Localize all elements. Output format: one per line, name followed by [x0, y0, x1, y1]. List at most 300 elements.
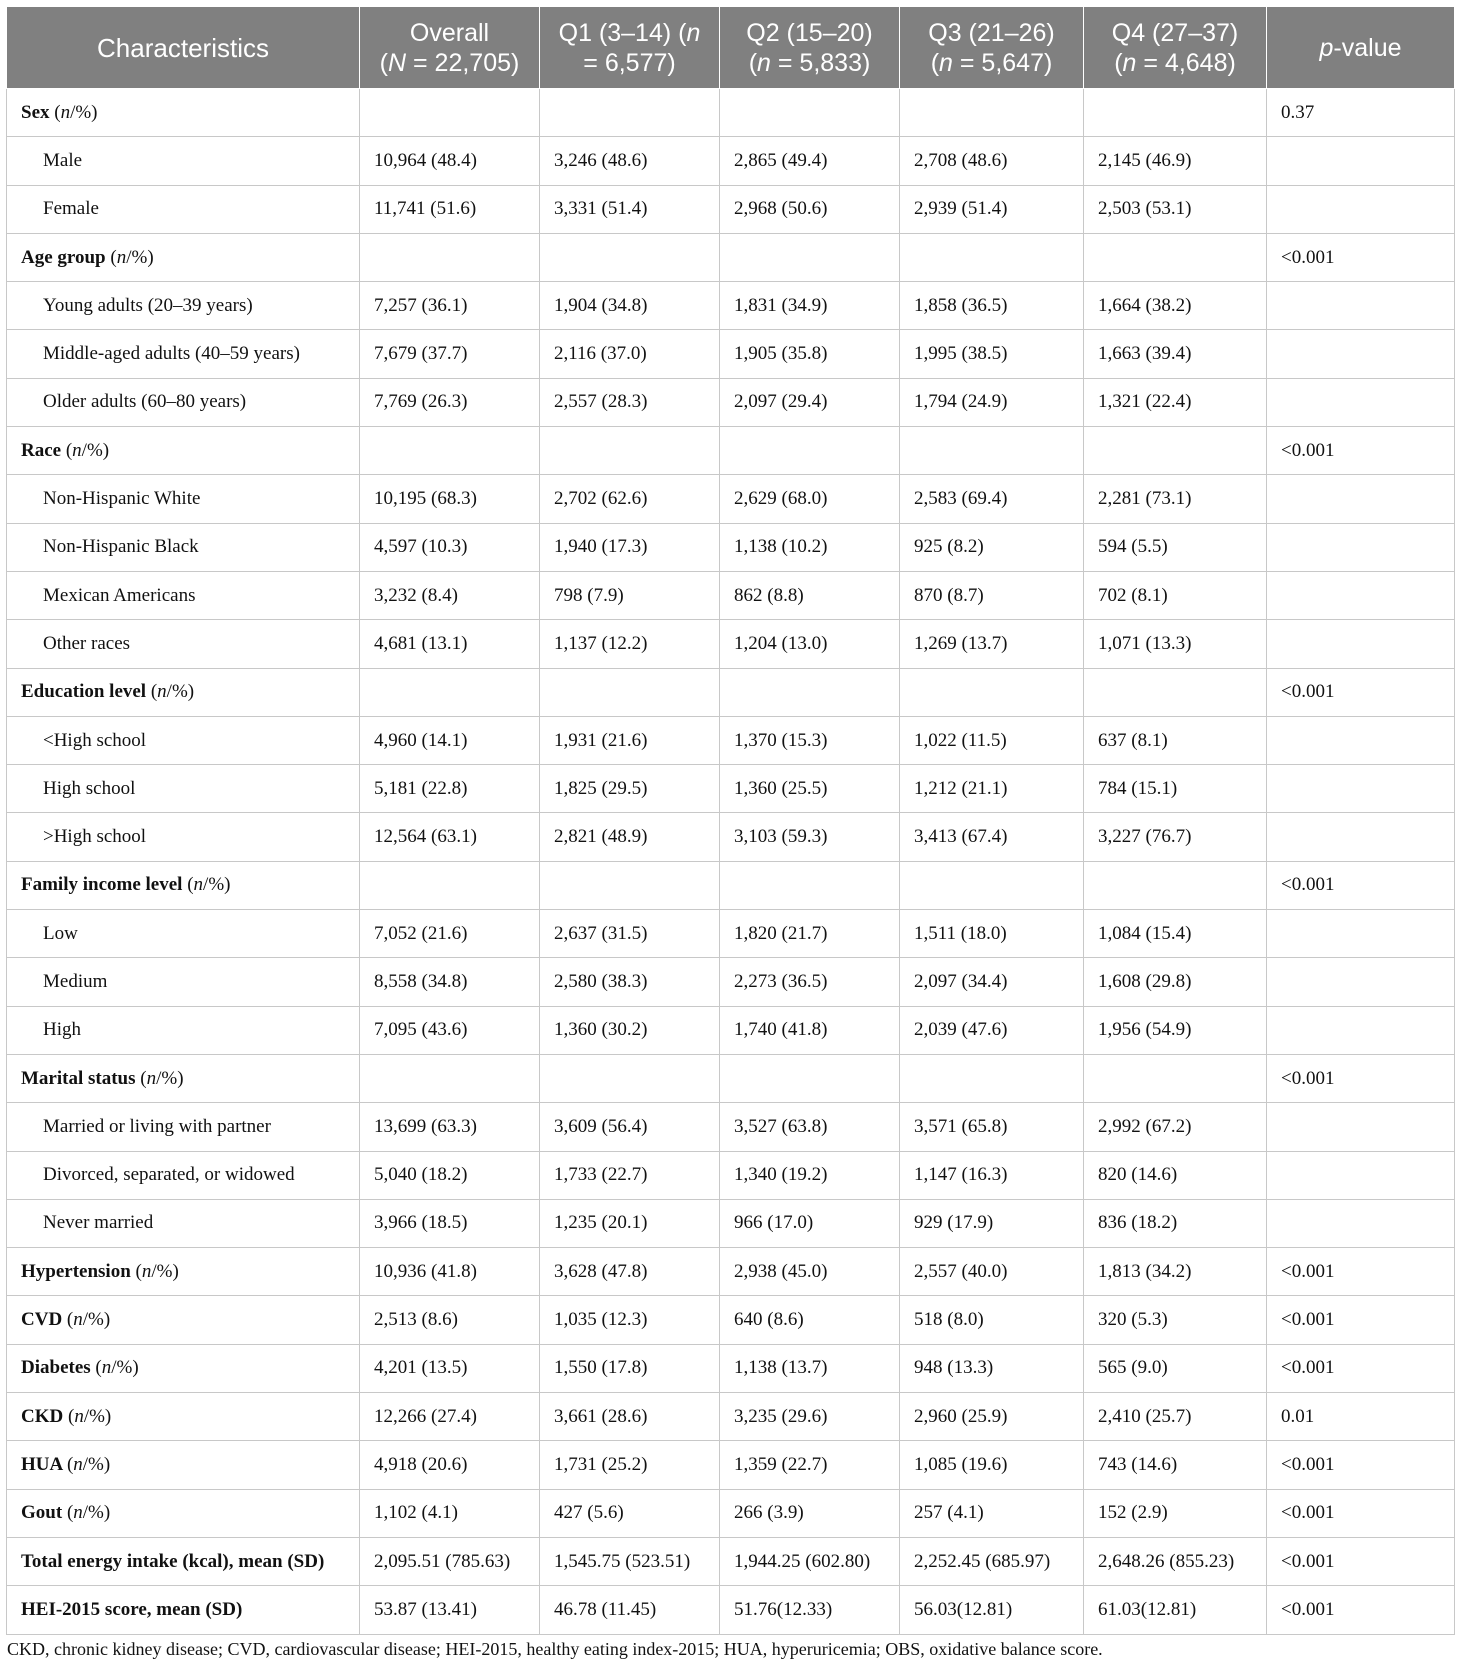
- table-row: [7, 282, 1455, 330]
- row-label-cell: [7, 523, 360, 571]
- value-cell: 1,212 (21.1): [900, 765, 1084, 813]
- table-row-group: [7, 1344, 1455, 1392]
- row-unit: (n/%): [66, 1502, 111, 1524]
- value-cell: 1,733 (22.7): [540, 1151, 720, 1199]
- value-cell: 3,661 (28.6): [540, 1393, 720, 1441]
- row-label-cell: [7, 571, 360, 619]
- value-cell: 1,545.75 (523.51): [540, 1537, 720, 1585]
- p-value-cell: <0.001: [1267, 427, 1455, 475]
- value-cell: 8,558 (34.8): [360, 958, 540, 1006]
- row-label-cell: [7, 1393, 360, 1441]
- row-label: Divorced, separated, or widowed: [43, 1164, 295, 1186]
- row-label: Diabetes: [21, 1357, 91, 1379]
- table-row: [7, 765, 1455, 813]
- value-cell: [720, 861, 900, 909]
- value-cell: 4,681 (13.1): [360, 620, 540, 668]
- table-row: [7, 1151, 1455, 1199]
- row-label: Education level: [21, 681, 147, 703]
- row-label-cell: [7, 1586, 360, 1634]
- header-row: [7, 7, 1455, 89]
- value-cell: 10,195 (68.3): [360, 475, 540, 523]
- table-row-group: [7, 427, 1455, 475]
- value-cell: 1,663 (39.4): [1084, 330, 1267, 378]
- value-cell: 3,103 (59.3): [720, 813, 900, 861]
- value-cell: 1,608 (29.8): [1084, 958, 1267, 1006]
- value-cell: [360, 861, 540, 909]
- p-value-cell: [1267, 330, 1455, 378]
- table-row: [7, 813, 1455, 861]
- value-cell: 2,583 (69.4): [900, 475, 1084, 523]
- header-line: Q1 (3–14) (n: [558, 18, 701, 47]
- row-label-cell: [7, 137, 360, 185]
- value-cell: 61.03(12.81): [1084, 1586, 1267, 1634]
- value-cell: 7,769 (26.3): [360, 378, 540, 426]
- value-cell: 1,235 (20.1): [540, 1199, 720, 1247]
- row-label: High school: [43, 777, 136, 799]
- row-unit: (n/%): [66, 1453, 111, 1475]
- value-cell: 2,629 (68.0): [720, 475, 900, 523]
- value-cell: 10,936 (41.8): [360, 1248, 540, 1296]
- row-unit: (n/%): [66, 1309, 111, 1331]
- value-cell: [540, 668, 720, 716]
- value-cell: 53.87 (13.41): [360, 1586, 540, 1634]
- row-label-cell: [7, 89, 360, 137]
- value-cell: 1,956 (54.9): [1084, 1006, 1267, 1054]
- value-cell: 4,960 (14.1): [360, 716, 540, 764]
- row-label-cell: [7, 1248, 360, 1296]
- value-cell: 743 (14.6): [1084, 1441, 1267, 1489]
- value-cell: 3,232 (8.4): [360, 571, 540, 619]
- value-cell: 637 (8.1): [1084, 716, 1267, 764]
- row-label: Low: [43, 922, 78, 944]
- header-q2: [720, 7, 900, 89]
- value-cell: 2,097 (29.4): [720, 378, 900, 426]
- value-cell: [1084, 861, 1267, 909]
- value-cell: 2,968 (50.6): [720, 185, 900, 233]
- p-value-cell: <0.001: [1267, 1296, 1455, 1344]
- value-cell: [900, 89, 1084, 137]
- value-cell: 3,413 (67.4): [900, 813, 1084, 861]
- header-line: Characteristics: [97, 32, 269, 63]
- value-cell: 2,513 (8.6): [360, 1296, 540, 1344]
- p-value-cell: <0.001: [1267, 668, 1455, 716]
- value-cell: [540, 1054, 720, 1102]
- p-value-cell: <0.001: [1267, 1344, 1455, 1392]
- value-cell: [540, 427, 720, 475]
- value-cell: 1,904 (34.8): [540, 282, 720, 330]
- table-row: [7, 1006, 1455, 1054]
- row-unit: (n/%): [54, 101, 98, 123]
- value-cell: 3,628 (47.8): [540, 1248, 720, 1296]
- table-row-group: [7, 233, 1455, 281]
- table-row: [7, 958, 1455, 1006]
- value-cell: 1,204 (13.0): [720, 620, 900, 668]
- value-cell: 798 (7.9): [540, 571, 720, 619]
- value-cell: 820 (14.6): [1084, 1151, 1267, 1199]
- value-cell: 2,116 (37.0): [540, 330, 720, 378]
- value-cell: 2,410 (25.7): [1084, 1393, 1267, 1441]
- value-cell: 1,825 (29.5): [540, 765, 720, 813]
- value-cell: 1,321 (22.4): [1084, 378, 1267, 426]
- value-cell: 2,503 (53.1): [1084, 185, 1267, 233]
- p-value-cell: [1267, 716, 1455, 764]
- row-label-cell: [7, 765, 360, 813]
- row-label-cell: [7, 716, 360, 764]
- row-label: Female: [43, 198, 99, 220]
- row-label-cell: [7, 1296, 360, 1344]
- value-cell: 320 (5.3): [1084, 1296, 1267, 1344]
- row-label: CKD: [21, 1405, 64, 1427]
- value-cell: 7,257 (36.1): [360, 282, 540, 330]
- row-unit: (n/%): [110, 246, 154, 268]
- header-line: (n = 5,647): [930, 48, 1053, 77]
- value-cell: 4,597 (10.3): [360, 523, 540, 571]
- value-cell: 1,022 (11.5): [900, 716, 1084, 764]
- value-cell: 2,992 (67.2): [1084, 1103, 1267, 1151]
- row-unit: (n/%): [150, 681, 195, 703]
- value-cell: [360, 1054, 540, 1102]
- value-cell: [720, 427, 900, 475]
- row-label-cell: [7, 958, 360, 1006]
- value-cell: [720, 233, 900, 281]
- header-line: Q4 (27–37): [1111, 18, 1239, 47]
- p-value-cell: [1267, 571, 1455, 619]
- header-line: Q2 (15–20): [746, 18, 873, 47]
- value-cell: 565 (9.0): [1084, 1344, 1267, 1392]
- value-cell: 1,931 (21.6): [540, 716, 720, 764]
- p-value-cell: 0.37: [1267, 89, 1455, 137]
- value-cell: 3,331 (51.4): [540, 185, 720, 233]
- table-row: [7, 620, 1455, 668]
- value-cell: [900, 427, 1084, 475]
- value-cell: 1,102 (4.1): [360, 1489, 540, 1537]
- value-cell: 3,966 (18.5): [360, 1199, 540, 1247]
- p-value-cell: <0.001: [1267, 861, 1455, 909]
- value-cell: 1,820 (21.7): [720, 910, 900, 958]
- row-label-cell: [7, 668, 360, 716]
- value-cell: 640 (8.6): [720, 1296, 900, 1344]
- row-label: Marital status: [21, 1067, 136, 1089]
- row-label: CVD: [21, 1309, 63, 1331]
- value-cell: 1,138 (13.7): [720, 1344, 900, 1392]
- value-cell: 1,360 (25.5): [720, 765, 900, 813]
- value-cell: 2,708 (48.6): [900, 137, 1084, 185]
- value-cell: [540, 861, 720, 909]
- table-row-group: [7, 1489, 1455, 1537]
- row-label: Family income level: [21, 874, 183, 896]
- row-label-cell: [7, 1006, 360, 1054]
- row-label: Age group: [21, 246, 106, 268]
- value-cell: 2,097 (34.4): [900, 958, 1084, 1006]
- p-value-cell: [1267, 1103, 1455, 1151]
- row-label-cell: [7, 427, 360, 475]
- value-cell: 11,741 (51.6): [360, 185, 540, 233]
- row-label-cell: [7, 620, 360, 668]
- value-cell: 1,269 (13.7): [900, 620, 1084, 668]
- row-label: Medium: [43, 970, 108, 992]
- row-label-cell: [7, 1151, 360, 1199]
- row-label: Sex: [21, 101, 50, 123]
- row-unit: (n/%): [95, 1357, 139, 1379]
- row-label: <High school: [43, 729, 147, 751]
- table-row: [7, 571, 1455, 619]
- value-cell: 1,084 (15.4): [1084, 910, 1267, 958]
- row-label-cell: [7, 1344, 360, 1392]
- value-cell: 56.03(12.81): [900, 1586, 1084, 1634]
- p-value-cell: <0.001: [1267, 1248, 1455, 1296]
- value-cell: [900, 1054, 1084, 1102]
- value-cell: 1,731 (25.2): [540, 1441, 720, 1489]
- p-value-cell: [1267, 620, 1455, 668]
- value-cell: 1,340 (19.2): [720, 1151, 900, 1199]
- row-label: Gout: [21, 1502, 63, 1524]
- table-row-group: [7, 1393, 1455, 1441]
- value-cell: 4,918 (20.6): [360, 1441, 540, 1489]
- p-value-cell: [1267, 1199, 1455, 1247]
- p-value-cell: [1267, 523, 1455, 571]
- value-cell: 257 (4.1): [900, 1489, 1084, 1537]
- value-cell: 1,138 (10.2): [720, 523, 900, 571]
- row-label: Non-Hispanic Black: [43, 536, 199, 558]
- p-value-cell: <0.001: [1267, 1489, 1455, 1537]
- table-row-group: [7, 1441, 1455, 1489]
- table-row-group: [7, 861, 1455, 909]
- value-cell: [720, 89, 900, 137]
- table-body: [7, 89, 1455, 1635]
- value-cell: 266 (3.9): [720, 1489, 900, 1537]
- value-cell: 3,227 (76.7): [1084, 813, 1267, 861]
- value-cell: [720, 1054, 900, 1102]
- value-cell: 925 (8.2): [900, 523, 1084, 571]
- row-label-cell: [7, 233, 360, 281]
- table-row-group: [7, 668, 1455, 716]
- p-value-cell: [1267, 185, 1455, 233]
- row-label-cell: [7, 378, 360, 426]
- value-cell: 2,273 (36.5): [720, 958, 900, 1006]
- header-p-value: [1267, 7, 1455, 89]
- value-cell: 1,905 (35.8): [720, 330, 900, 378]
- value-cell: [360, 89, 540, 137]
- value-cell: [900, 861, 1084, 909]
- value-cell: [1084, 233, 1267, 281]
- row-label: Total energy intake (kcal), mean (SD): [21, 1550, 325, 1572]
- row-label: Older adults (60–80 years): [43, 391, 247, 413]
- value-cell: 2,702 (62.6): [540, 475, 720, 523]
- p-value-cell: 0.01: [1267, 1393, 1455, 1441]
- value-cell: [1084, 668, 1267, 716]
- row-label-cell: [7, 330, 360, 378]
- header-overall: [360, 7, 540, 89]
- value-cell: 2,095.51 (785.63): [360, 1537, 540, 1585]
- header-line: (n = 5,833): [748, 48, 871, 77]
- row-label-cell: [7, 1537, 360, 1585]
- row-label: Other races: [43, 632, 131, 654]
- value-cell: 2,281 (73.1): [1084, 475, 1267, 523]
- value-cell: 7,679 (37.7): [360, 330, 540, 378]
- value-cell: 1,137 (12.2): [540, 620, 720, 668]
- value-cell: 2,252.45 (685.97): [900, 1537, 1084, 1585]
- value-cell: 2,865 (49.4): [720, 137, 900, 185]
- table-row: [7, 1103, 1455, 1151]
- p-value-cell: [1267, 765, 1455, 813]
- row-label: HUA: [21, 1453, 63, 1475]
- row-label: Young adults (20–39 years): [43, 294, 253, 316]
- value-cell: 3,609 (56.4): [540, 1103, 720, 1151]
- value-cell: [360, 668, 540, 716]
- value-cell: 1,550 (17.8): [540, 1344, 720, 1392]
- value-cell: 5,040 (18.2): [360, 1151, 540, 1199]
- value-cell: 3,527 (63.8): [720, 1103, 900, 1151]
- table-row: [7, 523, 1455, 571]
- table-row: [7, 716, 1455, 764]
- value-cell: 2,939 (51.4): [900, 185, 1084, 233]
- header-characteristics: [7, 7, 360, 89]
- value-cell: 1,740 (41.8): [720, 1006, 900, 1054]
- row-unit: (n/%): [67, 1405, 112, 1427]
- row-label: High: [43, 1019, 81, 1041]
- value-cell: 518 (8.0): [900, 1296, 1084, 1344]
- p-value-cell: [1267, 910, 1455, 958]
- table-row-group: [7, 89, 1455, 137]
- value-cell: 1,664 (38.2): [1084, 282, 1267, 330]
- row-label-cell: [7, 1489, 360, 1537]
- row-unit: (n/%): [187, 874, 231, 896]
- characteristics-table: [6, 6, 1455, 1635]
- table-row: [7, 910, 1455, 958]
- value-cell: 7,052 (21.6): [360, 910, 540, 958]
- value-cell: 2,557 (28.3): [540, 378, 720, 426]
- header-line: p-value: [1319, 33, 1402, 62]
- value-cell: 2,648.26 (855.23): [1084, 1537, 1267, 1585]
- value-cell: 427 (5.6): [540, 1489, 720, 1537]
- header-q3: [900, 7, 1084, 89]
- value-cell: [1084, 427, 1267, 475]
- header-line: (n = 4,648): [1114, 48, 1236, 77]
- value-cell: 1,995 (38.5): [900, 330, 1084, 378]
- value-cell: 2,821 (48.9): [540, 813, 720, 861]
- value-cell: 2,960 (25.9): [900, 1393, 1084, 1441]
- row-label: Middle-aged adults (40–59 years): [43, 343, 300, 365]
- value-cell: [360, 233, 540, 281]
- row-label-cell: [7, 910, 360, 958]
- p-value-cell: [1267, 958, 1455, 1006]
- value-cell: 862 (8.8): [720, 571, 900, 619]
- p-value-cell: [1267, 1151, 1455, 1199]
- value-cell: 3,571 (65.8): [900, 1103, 1084, 1151]
- value-cell: 7,095 (43.6): [360, 1006, 540, 1054]
- header-q1: [540, 7, 720, 89]
- table-footnote: CKD, chronic kidney disease; CVD, cardiovascular disease; HEI-2015, healthy eating index-2015; HUA, hyperuricemia; OBS, oxidative balance score.: [7, 1638, 1103, 1659]
- table-container: [6, 6, 1454, 1660]
- value-cell: 1,858 (36.5): [900, 282, 1084, 330]
- value-cell: [1084, 1054, 1267, 1102]
- row-unit: (n/%): [65, 439, 110, 461]
- value-cell: 1,360 (30.2): [540, 1006, 720, 1054]
- row-label: Mexican Americans: [43, 584, 196, 606]
- value-cell: 12,564 (63.1): [360, 813, 540, 861]
- value-cell: [900, 668, 1084, 716]
- table-row: [7, 1199, 1455, 1247]
- p-value-cell: <0.001: [1267, 1441, 1455, 1489]
- row-unit: (n/%): [140, 1067, 184, 1089]
- row-label: Male: [43, 149, 83, 171]
- p-value-cell: <0.001: [1267, 1054, 1455, 1102]
- value-cell: 5,181 (22.8): [360, 765, 540, 813]
- value-cell: 784 (15.1): [1084, 765, 1267, 813]
- value-cell: 1,794 (24.9): [900, 378, 1084, 426]
- value-cell: 948 (13.3): [900, 1344, 1084, 1392]
- row-label-cell: [7, 813, 360, 861]
- table-row-group: [7, 1054, 1455, 1102]
- value-cell: 51.76(12.33): [720, 1586, 900, 1634]
- row-label: Hypertension: [21, 1260, 131, 1282]
- row-label: >High school: [43, 826, 147, 848]
- value-cell: 836 (18.2): [1084, 1199, 1267, 1247]
- p-value-cell: <0.001: [1267, 1586, 1455, 1634]
- value-cell: 152 (2.9): [1084, 1489, 1267, 1537]
- header-line: = 6,577): [583, 48, 676, 77]
- value-cell: 1,944.25 (602.80): [720, 1537, 900, 1585]
- value-cell: 1,370 (15.3): [720, 716, 900, 764]
- value-cell: 870 (8.7): [900, 571, 1084, 619]
- row-label-cell: [7, 861, 360, 909]
- table-row: [7, 330, 1455, 378]
- row-label: Never married: [43, 1212, 154, 1234]
- value-cell: 2,557 (40.0): [900, 1248, 1084, 1296]
- table-row: [7, 137, 1455, 185]
- row-label-cell: [7, 185, 360, 233]
- value-cell: [900, 233, 1084, 281]
- value-cell: 2,637 (31.5): [540, 910, 720, 958]
- table-row: [7, 475, 1455, 523]
- header-q4: [1084, 7, 1267, 89]
- row-label-cell: [7, 282, 360, 330]
- row-label-cell: [7, 1054, 360, 1102]
- value-cell: [360, 427, 540, 475]
- p-value-cell: [1267, 137, 1455, 185]
- value-cell: 46.78 (11.45): [540, 1586, 720, 1634]
- header-line: Q3 (21–26): [928, 18, 1055, 47]
- row-unit: (n/%): [135, 1260, 179, 1282]
- value-cell: 12,266 (27.4): [360, 1393, 540, 1441]
- value-cell: 1,359 (22.7): [720, 1441, 900, 1489]
- value-cell: 1,147 (16.3): [900, 1151, 1084, 1199]
- p-value-cell: <0.001: [1267, 233, 1455, 281]
- value-cell: 1,511 (18.0): [900, 910, 1084, 958]
- row-label: Non-Hispanic White: [43, 488, 201, 510]
- value-cell: [1084, 89, 1267, 137]
- table-row: [7, 378, 1455, 426]
- table-row: [7, 185, 1455, 233]
- value-cell: 10,964 (48.4): [360, 137, 540, 185]
- row-label-cell: [7, 475, 360, 523]
- row-label-cell: [7, 1441, 360, 1489]
- p-value-cell: <0.001: [1267, 1537, 1455, 1585]
- value-cell: 1,071 (13.3): [1084, 620, 1267, 668]
- table-row-group: [7, 1296, 1455, 1344]
- row-label-cell: [7, 1103, 360, 1151]
- p-value-cell: [1267, 282, 1455, 330]
- value-cell: 3,235 (29.6): [720, 1393, 900, 1441]
- value-cell: [720, 668, 900, 716]
- value-cell: 1,813 (34.2): [1084, 1248, 1267, 1296]
- row-label-cell: [7, 1199, 360, 1247]
- header-line: Overall: [409, 18, 490, 47]
- value-cell: 702 (8.1): [1084, 571, 1267, 619]
- value-cell: [540, 233, 720, 281]
- row-label: Race: [21, 439, 62, 461]
- value-cell: 4,201 (13.5): [360, 1344, 540, 1392]
